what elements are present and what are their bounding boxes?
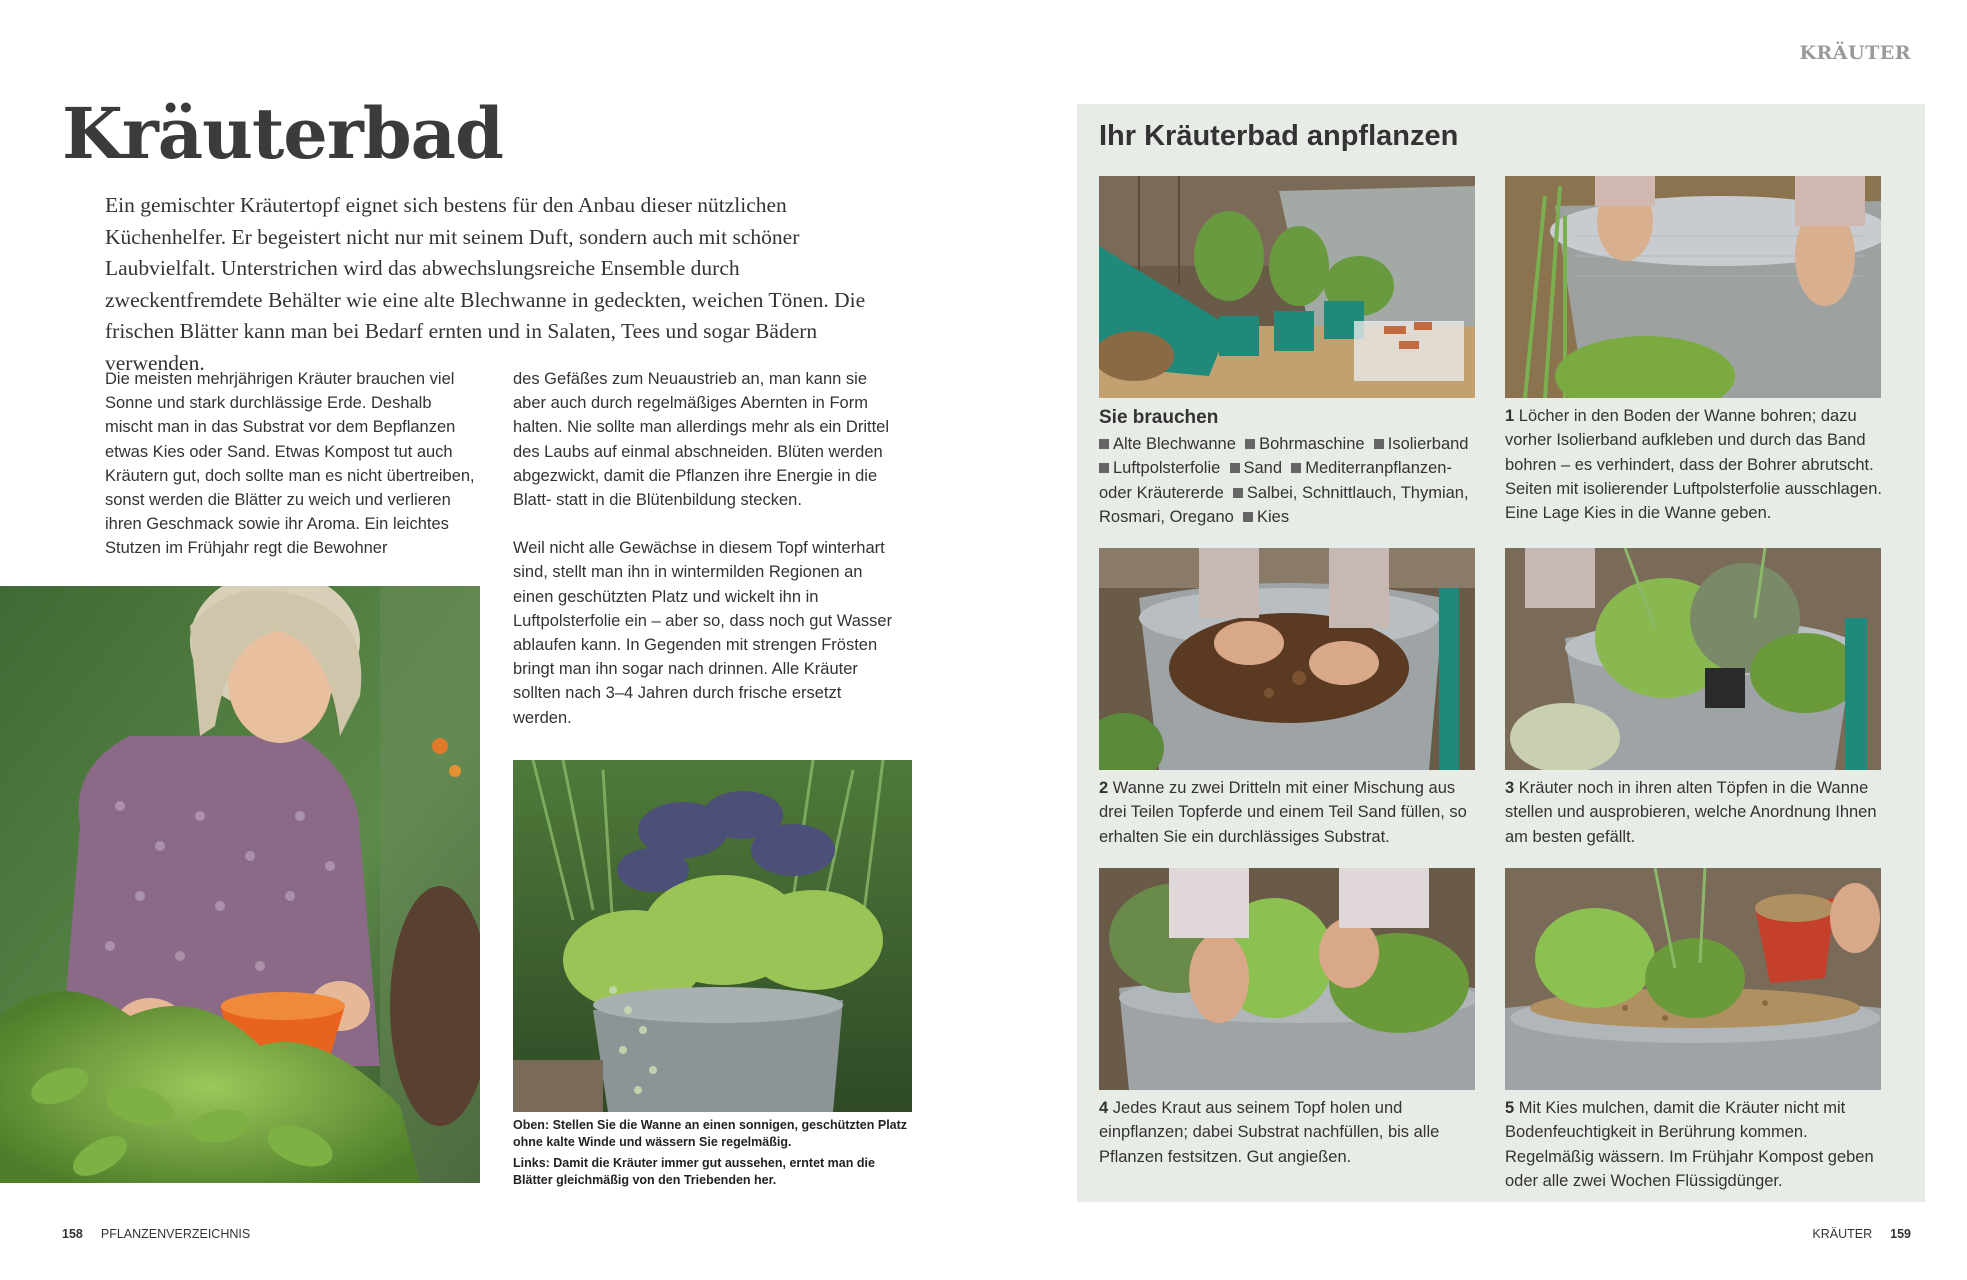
bullet-square-icon — [1243, 512, 1253, 522]
step-description: Kräuter noch in ihren alten Töpfen in die Wanne stellen und ausprobieren, welche Anordnung Ihnen am besten gefällt. — [1505, 779, 1877, 846]
photo-step-4 — [1099, 868, 1475, 1090]
needs-title: Sie brauchen — [1099, 407, 1219, 428]
body-paragraph: Die meisten mehrjährigen Kräuter brauchen viel Sonne und stark durchlässige Erde. Deshalb mischt man in das Substrat vor dem Bepflanzen etwas Kies oder Sand. Etwas Kompost tut auch Kräutern gut, doch sollte man es nicht übertreiben, sonst werden die Blätter zu weich und verlieren ihren Geschmack sowie ihr Aroma. Ein leichtes Stutzen im Frühjahr regt die Bewohner — [105, 370, 475, 558]
needs-item: Luftpolsterfolie — [1113, 459, 1221, 478]
step-number: 5 — [1505, 1099, 1515, 1117]
intro-paragraph: Ein gemischter Kräutertopf eignet sich bestens für den Anbau dieser nützlichen Küchenhelfer. Er begeistert nicht nur mit seinem Duft, sondern auch mit schöner Laubvielfalt. Unterstrichen wird das abwechslungsreiche Ensemble durch zweckentfremdete Behälter wie eine alte Blechwanne in gedeckten, weichen Tönen. Die frischen Blätter kann man bei Bedarf ernten und in Salaten, Tees und sogar Bädern verwenden. — [105, 193, 866, 375]
needs-items — [1099, 432, 1479, 529]
bullet-square-icon — [1233, 488, 1243, 498]
needs-item: Kies — [1256, 507, 1290, 526]
needs-item: Salbei, Schnittlauch, Thymian, Rosmari, Oregano — [1099, 483, 1469, 526]
step-5-text — [1505, 1096, 1885, 1193]
bullet-square-icon — [1099, 439, 1109, 449]
step-3-text — [1505, 776, 1885, 849]
photo-step-3 — [1505, 548, 1881, 770]
photo-woman-harvesting-herbs — [0, 586, 480, 1183]
bullet-square-icon — [1374, 439, 1384, 449]
needs-item: Isolierband — [1387, 435, 1469, 453]
body-paragraph: des Gefäßes zum Neuaustrieb an, man kann sie aber auch durch regelmäßiges Abernten in Form halten. Nie sollte man allerdings mehr als ein Drittel des Laubs auf einmal abschneiden. Blüten werden abgezwickt, damit die Pflanzen ihre Energie in die Blatt- statt in die Blütenbildung stecken. — [513, 370, 890, 510]
step-4-text — [1099, 1096, 1479, 1169]
bullet-square-icon — [1230, 463, 1240, 473]
body-paragraph: Weil nicht alle Gewächse in diesem Topf winterhart sind, stellt man ihn in wintermilden Regionen an einen geschützten Platz und wickelt ihn in Luftpolsterfolie ein – aber so, dass noch gut Wasser ablaufen kann. In Gegenden mit strengen Frösten bringt man ihn sogar nach drinnen. Alle Kräuter sollten nach 3–4 Jahren durch frische ersetzt werden. — [513, 539, 893, 727]
step-2-text — [1099, 776, 1479, 849]
footer-left — [62, 1227, 250, 1241]
body-column-2 — [513, 367, 898, 754]
photo-step-2 — [1099, 548, 1475, 770]
instructions-panel — [1077, 104, 1925, 1202]
step-description: Mit Kies mulchen, damit die Kräuter nicht mit Bodenfeuchtigkeit in Berührung kommen. Regelmäßig wässern. Im Frühjahr Kompost geben oder alle zwei Wochen Flüssigdünger. — [1505, 1099, 1874, 1190]
needs-item: Bohrmaschine — [1259, 435, 1365, 453]
caption-top: Oben: Stellen Sie die Wanne an einen sonnigen, geschützten Platz ohne kalte Winde und wässern Sie regelmäßig. — [513, 1118, 908, 1149]
step-description: Wanne zu zwei Dritteln mit einer Mischung aus drei Teilen Topferde und einem Teil Sand füllen, so erhalten Sie ein durchlässiges Substrat. — [1099, 779, 1467, 846]
panel-title: Ihr Kräuterbad anpflanzen — [1099, 120, 1459, 152]
footer-right-label: KRÄUTER — [1812, 1227, 1873, 1241]
photo-materials — [1099, 176, 1475, 398]
step-1-text — [1505, 404, 1885, 525]
needs-item: Mediterranpflanzen- oder Kräutererde — [1099, 459, 1452, 502]
body-column-1 — [105, 367, 475, 585]
step-number: 3 — [1505, 779, 1515, 797]
step-number: 2 — [1099, 779, 1109, 797]
page-title: Kräuterbad — [62, 92, 503, 175]
needs-list — [1099, 404, 1479, 529]
photo-step-5 — [1505, 868, 1881, 1090]
bullet-square-icon — [1245, 439, 1255, 449]
photo-caption — [513, 1117, 913, 1193]
step-number: 1 — [1505, 407, 1515, 425]
step-description: Jedes Kraut aus seinem Topf holen und einpflanzen; dabei Substrat nachfüllen, bis alle Pflanzen festsitzen. Gut angießen. — [1099, 1099, 1440, 1166]
step-number: 4 — [1099, 1099, 1109, 1117]
footer-left-label: PFLANZENVERZEICHNIS — [100, 1227, 251, 1241]
bullet-square-icon — [1099, 463, 1109, 473]
needs-item: Sand — [1243, 459, 1283, 478]
running-header: KRÄUTER — [1799, 42, 1911, 64]
photo-step-1 — [1505, 176, 1881, 398]
photo-herb-tub-finished — [513, 760, 912, 1112]
step-description: Löcher in den Boden der Wanne bohren; dazu vorher Isolierband aufkleben und durch das Band bohren – es verhindert, dass der Bohrer abrutscht. Seiten mit isolierender Luftpolsterfolie ausschlagen. Eine Lage Kies in die Wanne geben. — [1505, 407, 1882, 523]
needs-item: Alte Blechwanne — [1113, 435, 1236, 453]
page-number-left: 158 — [62, 1227, 83, 1241]
footer-right — [1812, 1227, 1911, 1241]
page-number-right: 159 — [1890, 1227, 1911, 1241]
caption-left: Links: Damit die Kräuter immer gut aussehen, erntet man die Blätter gleichmäßig von den Triebenden her. — [513, 1156, 875, 1187]
bullet-square-icon — [1291, 463, 1301, 473]
